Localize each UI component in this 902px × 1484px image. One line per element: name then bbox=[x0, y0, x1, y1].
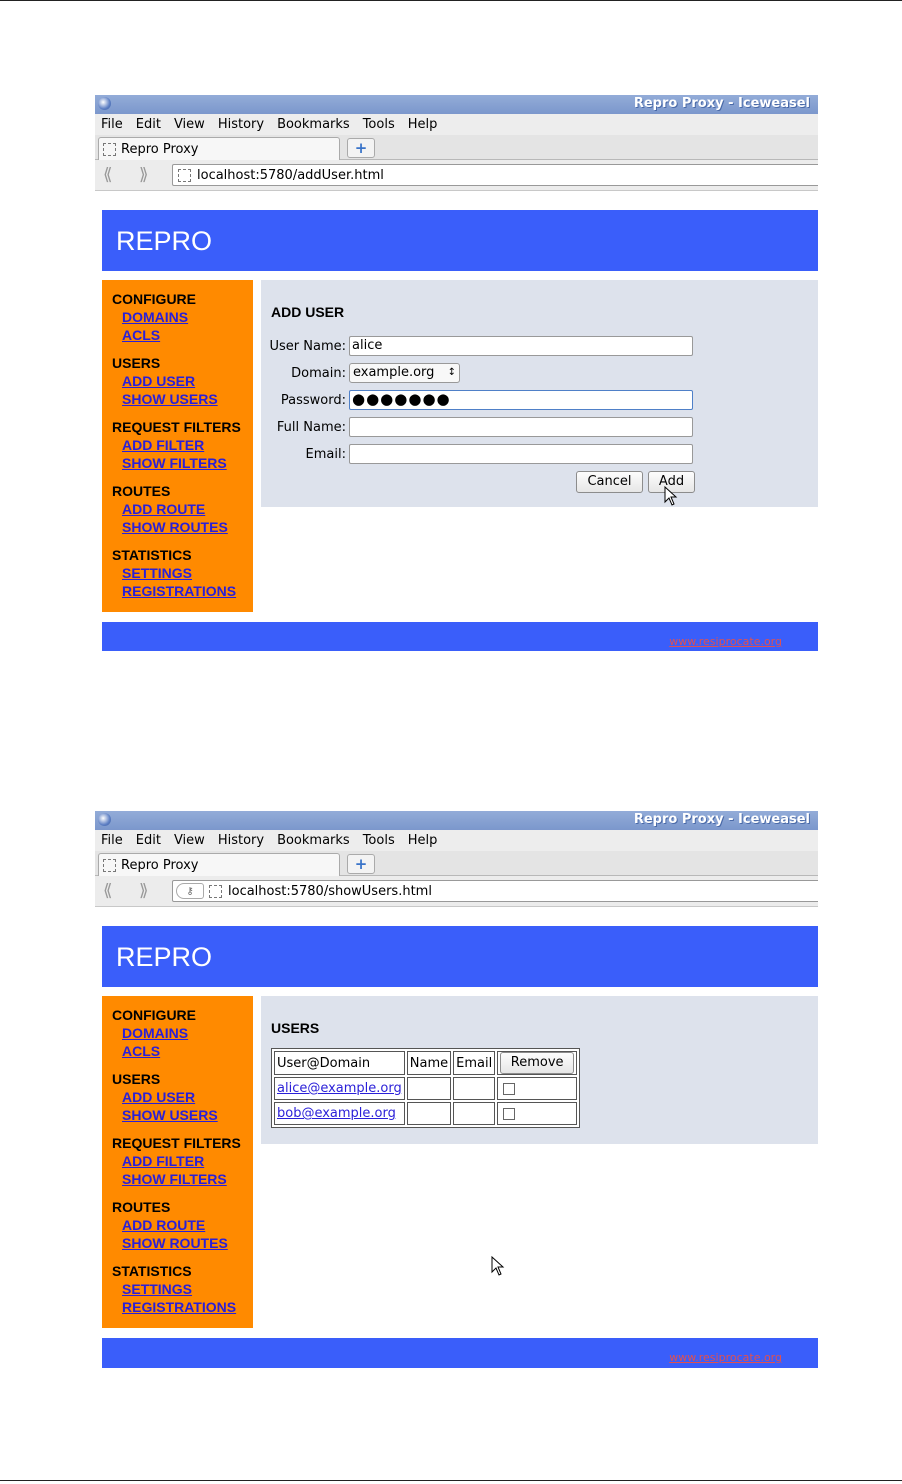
main-panel bbox=[261, 996, 818, 1144]
url-text: localhost:5780/showUsers.html bbox=[228, 883, 432, 899]
page-title: ADD USER bbox=[271, 304, 345, 320]
users-table bbox=[271, 1048, 580, 1128]
menu-tools[interactable]: Tools bbox=[362, 833, 395, 848]
screenshot-add-user bbox=[95, 95, 818, 651]
table-row bbox=[274, 1077, 577, 1100]
menu-help[interactable]: Help bbox=[407, 833, 438, 848]
email-cell bbox=[453, 1077, 495, 1100]
menu-file[interactable]: File bbox=[101, 117, 123, 132]
url-text: localhost:5780/addUser.html bbox=[197, 167, 384, 183]
tab-bar bbox=[95, 135, 818, 160]
menu-view[interactable]: View bbox=[173, 833, 205, 848]
table-row bbox=[274, 1102, 577, 1125]
sidebar-link-acls[interactable]: ACLS bbox=[122, 327, 161, 343]
email-label: Email: bbox=[305, 447, 346, 462]
sidebar-link-add-route[interactable]: ADD ROUTE bbox=[122, 1217, 206, 1233]
tab-repro-proxy[interactable] bbox=[98, 137, 340, 160]
user-link[interactable]: alice@example.org bbox=[277, 1081, 402, 1096]
fullname-label: Full Name: bbox=[276, 420, 346, 435]
plus-icon: + bbox=[354, 855, 368, 873]
sidebar-link-settings[interactable]: SETTINGS bbox=[122, 1281, 193, 1297]
site-header bbox=[102, 210, 818, 271]
main-panel bbox=[261, 280, 818, 507]
checkbox-cell bbox=[497, 1102, 577, 1125]
tab-bar bbox=[95, 851, 818, 876]
sidebar-link-registrations[interactable]: REGISTRATIONS bbox=[122, 1299, 237, 1315]
page-title: USERS bbox=[271, 1020, 320, 1036]
chevron-updown-icon: ↕ bbox=[447, 367, 456, 378]
new-tab-button[interactable] bbox=[347, 138, 375, 158]
menu-bookmarks[interactable]: Bookmarks bbox=[277, 117, 350, 132]
window-titlebar bbox=[95, 811, 818, 830]
domain-select-value: example.org bbox=[353, 365, 435, 380]
sidebar-heading-statistics: STATISTICS bbox=[112, 547, 192, 563]
new-tab-button[interactable] bbox=[347, 854, 375, 874]
email-field[interactable] bbox=[349, 444, 693, 464]
remove-button[interactable]: Remove bbox=[500, 1052, 574, 1074]
sidebar-link-registrations[interactable]: REGISTRATIONS bbox=[122, 583, 237, 599]
user-cell bbox=[274, 1102, 405, 1125]
sidebar-heading-request-filters: REQUEST FILTERS bbox=[112, 1135, 241, 1151]
url-bar[interactable] bbox=[172, 880, 818, 902]
password-field[interactable]: ●●●●●●● bbox=[349, 390, 693, 410]
navigation-bar bbox=[95, 876, 818, 907]
add-button[interactable]: Add bbox=[648, 471, 695, 493]
forward-arrow-icon[interactable]: ⟫ bbox=[139, 165, 149, 185]
table-header-row bbox=[274, 1051, 577, 1075]
page-top-rule bbox=[0, 0, 902, 1]
menu-history[interactable]: History bbox=[217, 117, 265, 132]
column-header-name: Name bbox=[407, 1051, 451, 1075]
sidebar-heading-configure: CONFIGURE bbox=[112, 1007, 196, 1023]
name-cell bbox=[407, 1102, 451, 1125]
site-logo: REPRO bbox=[116, 226, 213, 256]
email-cell bbox=[453, 1102, 495, 1125]
remove-checkbox[interactable] bbox=[503, 1083, 515, 1095]
mouse-pointer-icon bbox=[664, 486, 678, 506]
cancel-button[interactable]: Cancel bbox=[576, 471, 643, 493]
menu-view[interactable]: View bbox=[173, 117, 205, 132]
sidebar-link-domains[interactable]: DOMAINS bbox=[122, 1025, 189, 1041]
sidebar-link-acls[interactable]: ACLS bbox=[122, 1043, 161, 1059]
sidebar-heading-users: USERS bbox=[112, 1071, 161, 1087]
back-arrow-icon[interactable]: ⟪ bbox=[103, 165, 113, 185]
sidebar-link-add-user[interactable]: ADD USER bbox=[122, 1089, 196, 1105]
site-header bbox=[102, 926, 818, 987]
screenshot-show-users bbox=[95, 811, 818, 1372]
forward-arrow-icon[interactable]: ⟫ bbox=[139, 881, 149, 901]
sidebar-link-show-routes[interactable]: SHOW ROUTES bbox=[122, 519, 228, 535]
name-cell bbox=[407, 1077, 451, 1100]
remove-checkbox[interactable] bbox=[503, 1108, 515, 1120]
page-content bbox=[95, 907, 818, 1372]
site-footer bbox=[102, 1338, 818, 1368]
window-title: Repro Proxy - Iceweasel bbox=[633, 96, 810, 111]
window-titlebar bbox=[95, 95, 818, 114]
domain-label: Domain: bbox=[291, 366, 346, 381]
menu-history[interactable]: History bbox=[217, 833, 265, 848]
sidebar-heading-users: USERS bbox=[112, 355, 161, 371]
menu-bar bbox=[95, 830, 818, 851]
key-identity-icon[interactable]: ⚷ bbox=[176, 883, 204, 899]
sidebar-link-show-filters[interactable]: SHOW FILTERS bbox=[122, 455, 227, 471]
column-header-user: User@Domain bbox=[274, 1051, 405, 1075]
user-link[interactable]: bob@example.org bbox=[277, 1106, 396, 1121]
menu-help[interactable]: Help bbox=[407, 117, 438, 132]
username-field[interactable]: alice bbox=[349, 336, 693, 356]
sidebar-heading-statistics: STATISTICS bbox=[112, 1263, 192, 1279]
tab-title: Repro Proxy bbox=[121, 141, 199, 157]
menu-bar bbox=[95, 114, 818, 135]
page-icon bbox=[178, 169, 191, 182]
app-icon bbox=[98, 97, 111, 110]
sidebar-link-domains[interactable]: DOMAINS bbox=[122, 309, 189, 325]
sidebar-link-settings[interactable]: SETTINGS bbox=[122, 565, 193, 581]
app-icon bbox=[98, 813, 111, 826]
page-icon bbox=[103, 143, 116, 156]
page-bottom-rule bbox=[0, 1480, 902, 1481]
checkbox-cell bbox=[497, 1077, 577, 1100]
page-content bbox=[95, 191, 818, 651]
menu-bookmarks[interactable]: Bookmarks bbox=[277, 833, 350, 848]
sidebar-link-show-users[interactable]: SHOW USERS bbox=[122, 1107, 218, 1123]
sidebar-link-add-filter[interactable]: ADD FILTER bbox=[122, 1153, 205, 1169]
footer-link[interactable]: www.resiprocate.org bbox=[669, 1351, 782, 1364]
window-title: Repro Proxy - Iceweasel bbox=[633, 812, 810, 827]
sidebar-heading-request-filters: REQUEST FILTERS bbox=[112, 419, 241, 435]
navigation-bar bbox=[95, 160, 818, 191]
url-bar[interactable] bbox=[172, 164, 818, 186]
remove-cell bbox=[497, 1051, 577, 1075]
fullname-field[interactable] bbox=[349, 417, 693, 437]
column-header-email: Email bbox=[453, 1051, 495, 1075]
tab-title: Repro Proxy bbox=[121, 857, 199, 873]
back-arrow-icon[interactable]: ⟪ bbox=[103, 881, 113, 901]
sidebar-link-show-users[interactable]: SHOW USERS bbox=[122, 391, 218, 407]
site-logo: REPRO bbox=[116, 942, 213, 972]
menu-edit[interactable]: Edit bbox=[135, 117, 161, 132]
menu-file[interactable]: File bbox=[101, 833, 123, 848]
domain-select[interactable] bbox=[349, 363, 460, 383]
page-icon bbox=[209, 885, 222, 898]
sidebar-heading-configure: CONFIGURE bbox=[112, 291, 196, 307]
sidebar-link-add-filter[interactable]: ADD FILTER bbox=[122, 437, 205, 453]
footer-link[interactable]: www.resiprocate.org bbox=[669, 635, 782, 648]
menu-edit[interactable]: Edit bbox=[135, 833, 161, 848]
sidebar bbox=[102, 280, 253, 612]
tab-repro-proxy[interactable] bbox=[98, 853, 340, 876]
menu-tools[interactable]: Tools bbox=[362, 117, 395, 132]
username-label: User Name: bbox=[269, 339, 346, 354]
mouse-pointer-icon bbox=[491, 1256, 505, 1276]
password-label: Password: bbox=[280, 393, 346, 408]
site-footer bbox=[102, 622, 818, 651]
sidebar-link-add-route[interactable]: ADD ROUTE bbox=[122, 501, 206, 517]
sidebar-link-show-routes[interactable]: SHOW ROUTES bbox=[122, 1235, 228, 1251]
sidebar-heading-routes: ROUTES bbox=[112, 483, 171, 499]
page-icon bbox=[103, 859, 116, 872]
plus-icon: + bbox=[354, 139, 368, 157]
sidebar-heading-routes: ROUTES bbox=[112, 1199, 171, 1215]
sidebar-link-show-filters[interactable]: SHOW FILTERS bbox=[122, 1171, 227, 1187]
user-cell bbox=[274, 1077, 405, 1100]
sidebar-link-add-user[interactable]: ADD USER bbox=[122, 373, 196, 389]
sidebar bbox=[102, 996, 253, 1328]
